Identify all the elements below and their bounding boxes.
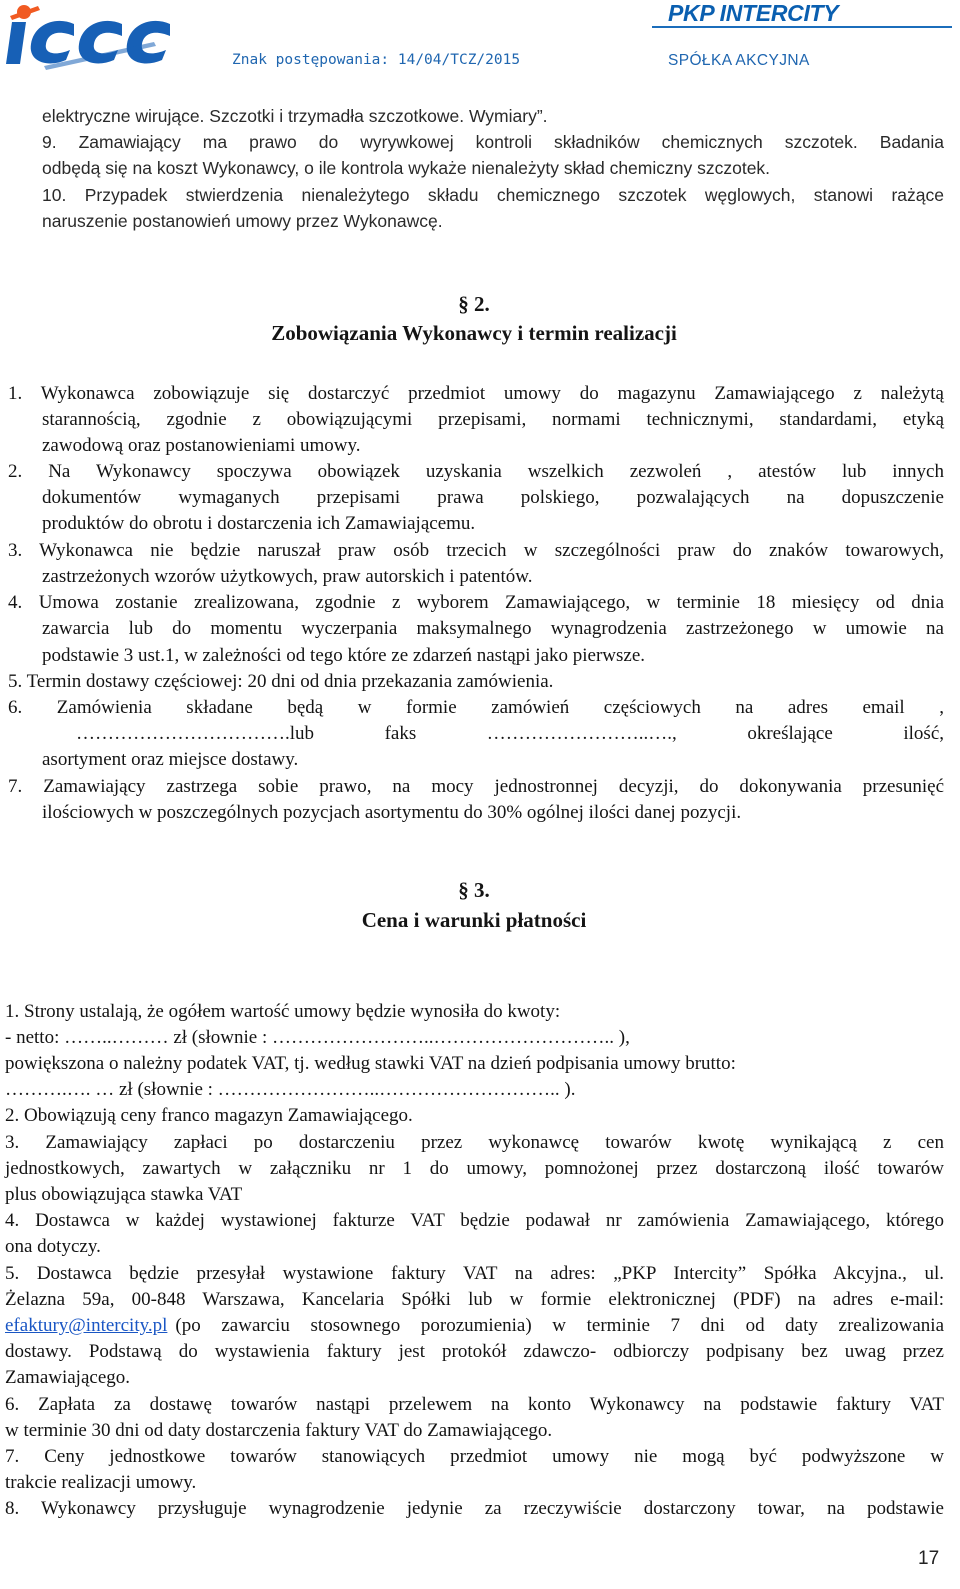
text-line: starannością, zgodnie z obowiązującymi przepisami, normami technicznymi, standardami, etyką	[42, 409, 944, 430]
text-line: …………………………….lub faks ……………………..…., określające ilość,	[76, 723, 944, 744]
text-line: zawodową oraz postanowieniami umowy.	[42, 435, 361, 456]
text-line: 7. Zamawiający zastrzega sobie prawo, na mocy jednostronnej decyzji, do dokonywania przesunięć	[8, 776, 944, 797]
text-line: podstawie 3 ust.1, w zależności od tego które ze zdarzeń nastąpi jako pierwsze.	[42, 645, 646, 666]
text-line: dokumentów wymaganych przepisami prawa polskiego, pozwalających na dopuszczenie	[42, 487, 944, 508]
text-line: ona dotyczy.	[5, 1236, 101, 1257]
text-line: plus obowiązująca stawka VAT	[5, 1184, 243, 1205]
text-line: 5. Termin dostawy częściowej: 20 dni od dnia przekazania zamówienia.	[8, 671, 554, 692]
page-header	[0, 0, 960, 80]
text-line: 2. Na Wykonawcy spoczywa obowiązek uzyskania wszelkich zezwoleń , atestów lub innych	[8, 461, 944, 482]
text-line: 8. Wykonawcy przysługuje wynagrodzenie jedynie za rzeczywiście dostarczony towar, na podstawie	[5, 1498, 944, 1519]
text-line: 5. Dostawca będzie przesyłał wystawione faktury VAT na adres: „PKP Intercity” Spółka Akcyjna., ul.	[5, 1263, 944, 1284]
text-segment: (po zawarciu stosownego porozumienia) w terminie 7 dni od daty zrealizowania	[175, 1315, 944, 1336]
page-number: 17	[918, 1548, 940, 1569]
case-number: Znak postępowania: 14/04/TCZ/2015	[232, 52, 521, 68]
section-title: Cena i warunki płatności	[361, 908, 587, 932]
section-title: Zobowiązania Wykonawcy i termin realizacji	[271, 321, 677, 345]
text-line: asortyment oraz miejsce dostawy.	[42, 749, 299, 770]
text-line: 6. Zapłata za dostawę towarów nastąpi przelewem na konto Wykonawcy na podstawie faktury VAT	[5, 1394, 944, 1415]
text-line: naruszenie postanowień umowy przez Wykonawcę.	[42, 211, 443, 231]
text-line: ……….…. … zł (słownie : ……………………..……………………….. ).	[5, 1079, 576, 1100]
text-line: trakcie realizacji umowy.	[5, 1472, 197, 1493]
text-line: produktów do obrotu i dostarczenia ich Zamawiającemu.	[42, 513, 476, 534]
text-line: 7. Ceny jednostkowe towarów stanowiących przedmiot umowy nie mogą być podwyższone w	[5, 1446, 944, 1467]
text-line: 1. Wykonawca zobowiązuje się dostarczyć przedmiot umowy do magazynu Zamawiającego z należytą	[8, 383, 944, 404]
text-line: 1. Strony ustalają, że ogółem wartość umowy będzie wynosiła do kwoty:	[5, 1001, 561, 1022]
text-line: dostawy. Podstawą do wystawienia faktury jest protokół zdawczo- odbiorczy podpisany bez uwag przez	[5, 1341, 944, 1362]
text-line: elektryczne wirujące. Szczotki i trzymadła szczotkowe. Wymiary”.	[42, 106, 548, 126]
text-line: 3. Wykonawca nie będzie naruszał praw osób trzecich w szczególności praw do znaków towarowych,	[8, 540, 944, 561]
text-line: 6. Zamówienia składane będą w formie zamówień częściowych na adres email ,	[8, 697, 944, 718]
brand-name: PKP INTERCITY	[668, 0, 839, 26]
text-line: powiększona o należny podatek VAT, tj. według stawki VAT na dzień podpisania umowy brutto:	[5, 1053, 736, 1074]
text-line: 3. Zamawiający zapłaci po dostarczeniu przez wykonawcę towarów kwotę wynikającą z cen	[5, 1132, 944, 1153]
text-line: 10. Przypadek stwierdzenia nienależytego składu chemicznego szczotek węglowych, stanowi rażące	[42, 185, 944, 205]
text-line: jednostkowych, zawartych w załączniku nr 1 do umowy, pomnożonej przez dostarczoną ilość towarów	[5, 1158, 944, 1179]
text-line-with-link	[5, 1313, 944, 1339]
text-line: - netto: ……..……… zł (słownie : ……………………..……………………….. ),	[5, 1027, 630, 1048]
text-line: 4. Dostawca w każdej wystawionej fakturze VAT będzie podawał nr zamówienia Zamawiającego, którego	[5, 1210, 944, 1231]
header-rule	[652, 26, 952, 28]
company-type: SPÓŁKA AKCYJNA	[668, 52, 810, 69]
text-line: odbędą się na koszt Wykonawcy, o ile kontrola wykaże nienależyty skład chemiczny szczotek.	[42, 158, 771, 178]
text-line: zawarcia lub do momentu wyczerpania maksymalnego wynagrodzenia zastrzeżonego w umowie na	[42, 618, 944, 639]
text-line: zastrzeżonych wzorów użytkowych, praw autorskich i patentów.	[42, 566, 533, 587]
text-line: Zamawiającego.	[5, 1367, 131, 1388]
text-line: 2. Obowiązują ceny franco magazyn Zamawiającego.	[5, 1105, 413, 1126]
section-number: § 3.	[458, 878, 490, 902]
text-line: w terminie 30 dni od daty dostarczenia faktury VAT do Zamawiającego.	[5, 1420, 553, 1441]
text-line: Żelazna 59a, 00-848 Warszawa, Kancelaria Spółki lub w formie elektronicznej (PDF) na adres e-mail:	[5, 1289, 944, 1310]
email-link[interactable]: efaktury@intercity.pl	[5, 1315, 168, 1336]
text-line: ilościowych w poszczególnych pozycjach asortymentu do 30% ogólnej ilości danej pozycji.	[42, 802, 742, 823]
section-number: § 2.	[458, 292, 490, 316]
text-line: 9. Zamawiający ma prawo do wyrywkowej kontroli składników chemicznych szczotek. Badania	[42, 132, 944, 152]
text-line: 4. Umowa zostanie zrealizowana, zgodnie z wyborem Zamawiającego, w terminie 18 miesięcy od dnia	[8, 592, 944, 613]
intercity-logo	[4, 2, 174, 72]
